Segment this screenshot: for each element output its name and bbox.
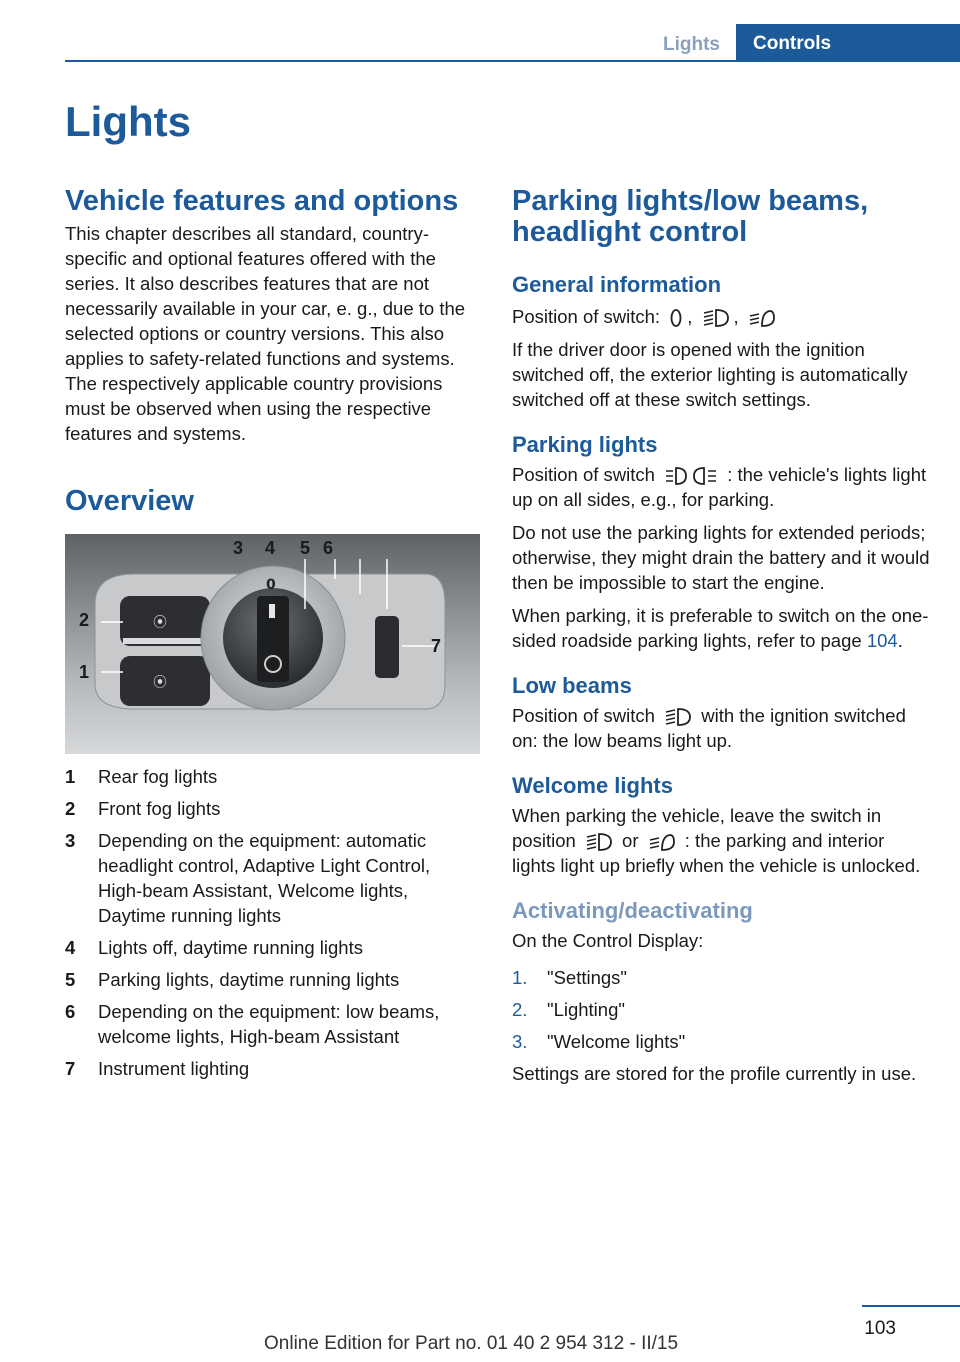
legend-item: 3 Depending on the equipment: automatic headlight control, Adaptive Light Control, High-beam Assistant, Welcome lights, Daytime running lights [65,830,431,926]
light-switch-illustration [65,534,480,754]
activating-intro: On the Control Display: [512,930,704,951]
activating-outro: Settings are stored for the profile currently in use. [512,1063,917,1084]
page-104-link[interactable]: 104 [866,630,898,651]
overview-legend [65,764,475,1081]
low-beam-symbol-icon [664,707,692,727]
footer-edition: Online Edition for Part no. 01 40 2 954 312 - II/15 [264,1333,679,1354]
parking-roadside-text: When parking, it is preferable to switch on the one-sided roadside parking lights, refer to page 104. [512,605,929,651]
figure-label-5: 5 [300,538,311,558]
activating-steps [512,965,932,1054]
list-item: 1. "Settings" [512,967,627,988]
legend-item: 4 Lights off, daytime running lights [65,937,363,958]
general-position-text: Position of switch: , , [512,304,932,329]
welcome-lights-text: When parking the vehicle, leave the switch in position or : the parking and interior lights light up briefly when the vehicle is unlocked. [512,805,921,876]
activating-heading: Activating/deactivating [512,898,753,923]
auto-headlight-symbol-icon [648,832,676,852]
left-column [65,186,475,1088]
legend-item: 7 Instrument lighting [65,1058,250,1079]
low-beams-heading: Low beams [512,673,632,698]
parking-lights-heading: Parking lights [512,432,658,457]
svg-text:⦿: ⦿ [153,615,167,631]
parking-position-text: Position of switch : the vehicle's lights light up on all sides, e.g., for parking. [512,464,927,510]
figure-label-1: 1 [79,662,90,682]
figure-label-3: 3 [233,538,244,558]
low-beam-symbol-icon [702,308,730,328]
lights-off-symbol-icon [669,308,683,328]
header-rule [65,60,960,62]
legend-item: 6 Depending on the equipment: low beams, welcome lights, High-beam Assistant [65,1001,440,1047]
parking-warning-text: Do not use the parking lights for extended periods; otherwise, they might drain the battery and it would then be impossible to start the engine. [512,522,930,593]
list-item: 2. "Lighting" [512,999,625,1020]
right-column [512,186,932,1086]
low-beam-symbol-icon [585,832,613,852]
header-chapter-tab: Controls [736,24,960,62]
legend-item: 1 Rear fog lights [65,766,218,787]
main-heading: Parking lights/low beams, headlight control [512,185,869,248]
legend-item: 2 Front fog lights [65,798,221,819]
list-item: 3. "Welcome lights" [512,1031,686,1052]
figure-label-7: 7 [431,636,442,656]
low-beams-text: Position of switch with the ignition switched on: the low beams light up. [512,705,906,751]
general-info-body: If the driver door is opened with the ignition switched off, the exterior lighting is automatically switched off at these switch settings. [512,339,908,410]
figure-label-6: 6 [323,538,334,558]
page-number: 103 [864,1318,896,1339]
page-title: Lights [65,98,191,145]
overview-heading: Overview [65,485,194,517]
header-section: Lights [663,34,720,55]
figure-label-4: 4 [265,538,276,558]
vehicle-features-heading: Vehicle features and options [65,185,459,217]
dial-zero-label: 0 [266,577,276,593]
footer-rule [862,1305,960,1307]
svg-text:⦿: ⦿ [153,675,167,691]
figure-label-2: 2 [79,610,90,630]
welcome-lights-heading: Welcome lights [512,773,673,798]
parking-lights-symbol-icon [664,466,718,486]
vehicle-features-body: This chapter describes all standard, country-specific and optional features offered with the series. It also describes features that are not necessarily available in your car, e. g., due to the selected options or country versions. This also applies to safety-related functions and systems. The respectively applicable country provisions must be observed when using the respective features and systems. [65,223,466,444]
auto-headlight-symbol-icon [748,308,776,328]
legend-item: 5 Parking lights, daytime running lights [65,969,400,990]
general-info-heading: General information [512,272,722,297]
